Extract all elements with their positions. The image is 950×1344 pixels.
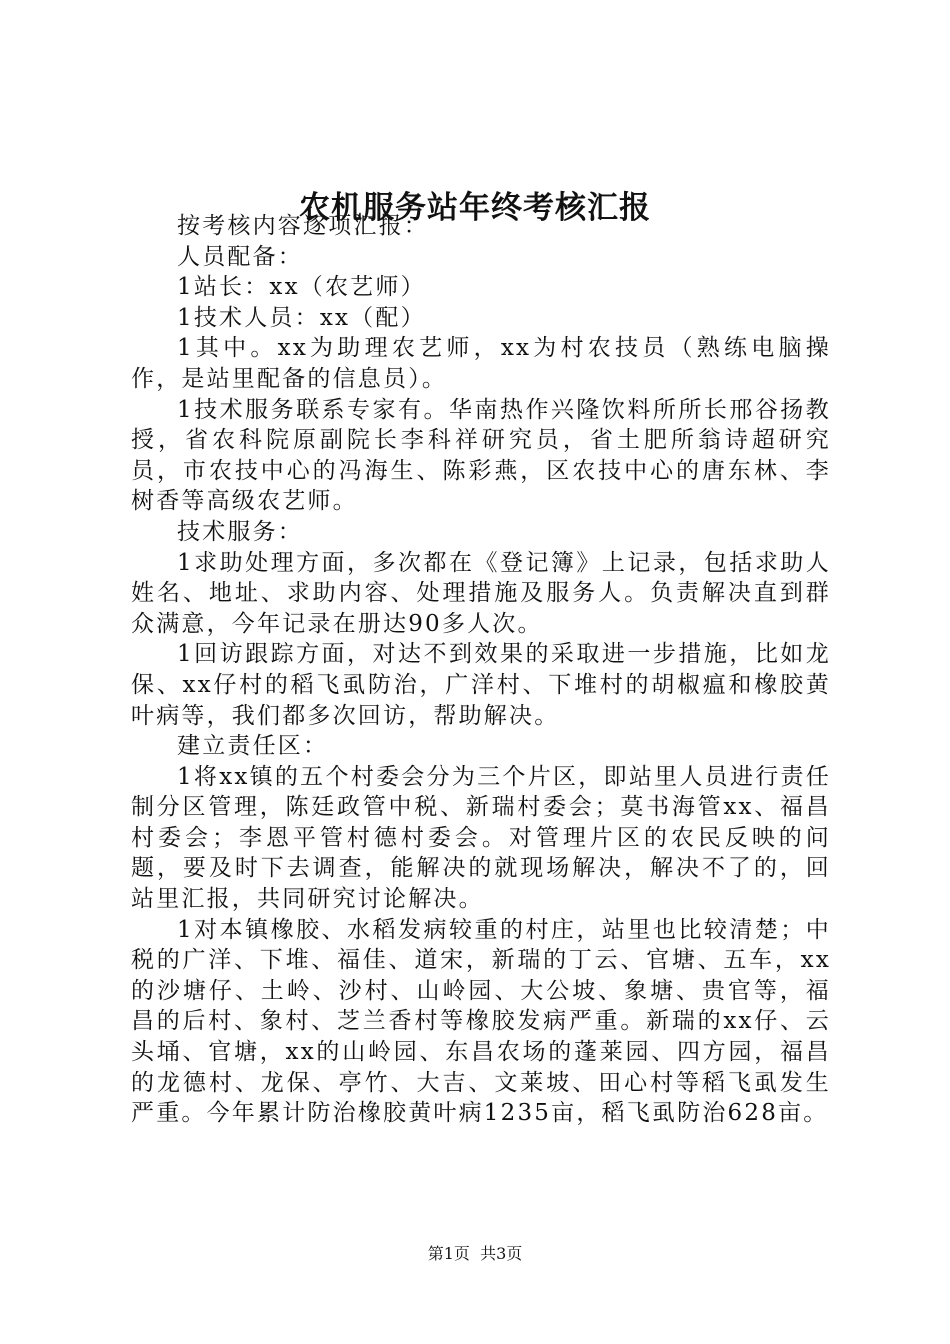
page-footer (0, 1243, 950, 1265)
document-body (131, 211, 831, 1129)
paragraph: 1技术服务联系专家有。华南热作兴隆饮料所所长邢谷扬教授，省农科院原副院长李科祥研究员，省土肥所翁诗超研究员，市农技中心的冯海生、陈彩燕，区农技中心的唐东林、李树香等高级农艺师。 (131, 396, 831, 515)
page-number: 第1页 (427, 1244, 470, 1263)
paragraph: 技术服务： (177, 518, 303, 545)
paragraph: 1其中。xx为助理农艺师，xx为村农技员（熟练电脑操作，是站里配备的信息员）。 (131, 335, 831, 392)
paragraph: 人员配备： (177, 243, 303, 270)
paragraph: 按考核内容逐项汇报： (177, 213, 429, 239)
paragraph: 1将xx镇的五个村委会分为三个片区，即站里人员进行责任制分区管理，陈廷政管中税、新瑞村委会；莫书海管xx、福昌村委会；李恩平管村德村委会。对管理片区的农民反映的问题，要及时下去调查，能解决的就现场解决，解决不了的，回站里汇报，共同研究讨论解决。 (131, 763, 831, 913)
paragraph: 建立责任区： (177, 733, 329, 760)
paragraph: 1回访跟踪方面，对达不到效果的采取进一步措施，比如龙保、xx仔村的稻飞虱防治，广洋村、下堆村的胡椒瘟和橡胶黄叶病等，我们都多次回访，帮助解决。 (131, 641, 831, 729)
page-total: 共3页 (480, 1244, 523, 1263)
footer-spacer (470, 1244, 480, 1263)
paragraph: 1技术人员：xx（配） (177, 304, 426, 331)
paragraph: 1站长：xx（农艺师） (177, 274, 426, 301)
paragraph: 1求助处理方面，多次都在《登记簿》上记录，包括求助人姓名、地址、求助内容、处理措施及服务人。负责解决直到群众满意，今年记录在册达90多人次。 (131, 549, 831, 637)
page-title: 农机服务站年终考核汇报 (299, 190, 651, 226)
paragraph: 1对本镇橡胶、水稻发病较重的村庄，站里也比较清楚；中税的广洋、下堆、福佳、道宋，新瑞的丁云、官塘、五车，xx的沙塘仔、土岭、沙村、山岭园、大公坡、象塘、贵官等，福昌的后村、象村、芝兰香村等橡胶发病严重。新瑞的xx仔、云头埇、官塘，xx的山岭园、东昌农场的蓬莱园、四方园，福昌的龙德村、龙保、亭竹、大吉、文莱坡、田心村等稻飞虱发生严重。今年累计防治橡胶黄叶病1235亩，稻飞虱防治628亩。 (131, 916, 831, 1127)
